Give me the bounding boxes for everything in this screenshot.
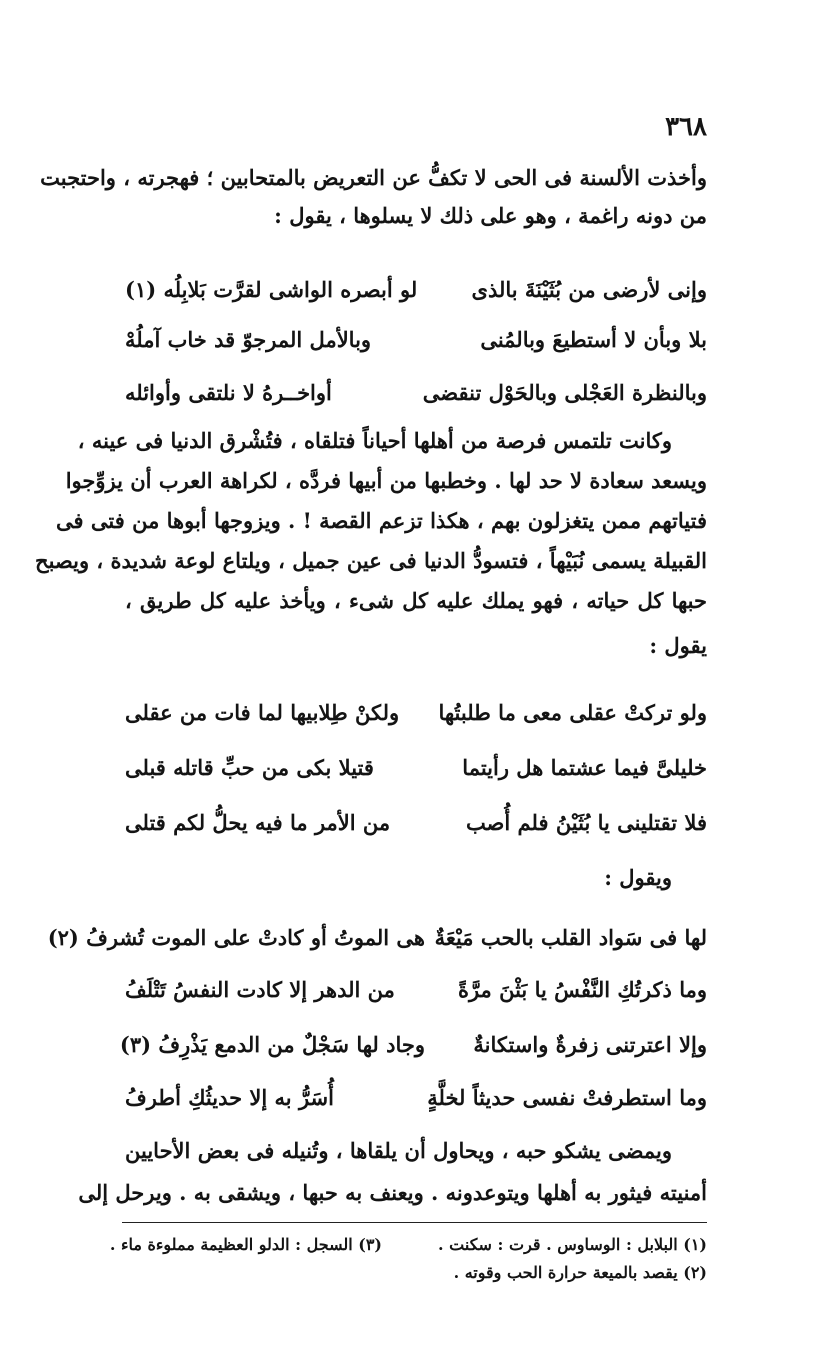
verse-second-hemistich: وجاد لها سَجْلٌ من الدمع يَذْرِفُ (٣): [119, 1032, 425, 1057]
verse-first-hemistich: وما ذكرتُكِ النَّفْسُ يا بَثْنَ مرَّةً: [457, 977, 707, 1002]
verse-second-hemistich: من الدهر إلا كادت النفسُ تَتْلَفُ: [125, 977, 395, 1002]
verse-first-hemistich: ولو تركتْ عقلى معى ما طلبتُها: [438, 700, 707, 725]
verse-second-hemistich: أواخــرهُ لا نلتقى وأوائله: [125, 380, 332, 405]
paragraph-line: فتياتهم ممن يتغزلون بهم ، هكذا تزعم القصة ! . ويزوجها أبوها من فتى فى: [56, 508, 707, 533]
verse-row: [47, 918, 707, 958]
paragraph-line: ويمضى يشكو حبه ، ويحاول أن يلقاها ، وتُنيله فى بعض الأحايين: [125, 1138, 672, 1163]
verse-first-hemistich: وإنى لأرضى من بُثَيْنَةَ بالذى: [471, 277, 707, 302]
verse-second-hemistich: ولكنْ طِلابيها لما فات من عقلى: [125, 700, 400, 725]
verse-second-hemistich: أُسَرُّ به إلا حديثُكِ أطرفُ: [125, 1085, 334, 1110]
footnote-3: (٣) السجل : الدلو العظيمة مملوءة ماء .: [109, 1235, 382, 1254]
verse-row: [119, 1025, 707, 1065]
footnote-1: (١) البلابل : الوساوس . قرت : سكنت .: [438, 1235, 707, 1254]
verse-first-hemistich: لها فى سَواد القلب بالحب مَيْعَةٌ: [434, 925, 707, 950]
verse-first-hemistich: بلا وبأن لا أستطيعَ وبالمُنى: [480, 327, 707, 352]
footnote-2: (٢) يقصد بالميعة حرارة الحب وقوته .: [453, 1263, 707, 1282]
paragraph-line: أمنيته فيثور به أهلها ويتوعدونه . ويعنف به حبها ، ويشقى به . ويرحل إلى: [78, 1180, 707, 1205]
page-number: ٣٦٨: [665, 112, 707, 142]
verse-first-hemistich: خليلىَّ فيما عشتما هل رأيتما: [462, 755, 707, 780]
verse-first-hemistich: فلا تقتلينى يا بُثَيْنُ فلم أُصب: [465, 810, 707, 835]
paragraph-line: وأخذت الألسنة فى الحى لا تكفُّ عن التعريض بالمتحابين ؛ فهجرته ، واحتجبت: [40, 165, 707, 190]
paragraph-line: حبها كل حياته ، فهو يملك عليه كل شىء ، ويأخذ عليه كل طريق ،: [125, 588, 707, 613]
verse-first-hemistich: وبالنظرة العَجْلى وبالحَوْل تنقضى: [422, 380, 707, 405]
verse-row: [125, 1078, 707, 1118]
paragraph-line: وكانت تلتمس فرصة من أهلها أحياناً فتلقاه ، فتُشْرق الدنيا فى عينه ،: [77, 428, 672, 453]
verse-row: [125, 693, 707, 733]
footnote-divider: [122, 1222, 707, 1223]
verse-row: [125, 320, 707, 360]
paragraph-line: ويقول :: [604, 865, 672, 890]
paragraph-line: من دونه راغمة ، وهو على ذلك لا يسلوها ، يقول :: [274, 203, 707, 228]
verse-second-hemistich: قتيلا بكى من حبِّ قاتله قبلى: [125, 755, 374, 780]
verse-second-hemistich: من الأمر ما فيه يحلُّ لكم قتلى: [125, 810, 391, 835]
verse-row: [125, 373, 707, 413]
verse-first-hemistich: وما استطرفتْ نفسى حديثاً لخلَّةٍ: [427, 1085, 707, 1110]
verse-second-hemistich: وبالأمل المرجوّ قد خاب آملُهْ: [125, 327, 372, 352]
verse-row: [125, 970, 707, 1010]
verse-first-hemistich: وإلا اعترتنى زفرةٌ واستكانةٌ: [473, 1032, 707, 1057]
verse-row: [125, 270, 707, 310]
paragraph-line: يقول :: [649, 633, 707, 658]
paragraph-line: القبيلة يسمى نُبَيْهاً ، فتسودُّ الدنيا فى عين جميل ، ويلتاع لوعة شديدة ، ويصبح: [35, 548, 707, 573]
verse-second-hemistich: لو أبصره الواشى لقرَّت بَلابِلُه (١): [125, 277, 418, 302]
verse-row: [125, 748, 707, 788]
verse-second-hemistich: هى الموتُ أو كادتْ على الموت تُشرفُ (٢): [47, 925, 425, 950]
verse-row: [125, 803, 707, 843]
paragraph-line: ويسعد سعادة لا حد لها . وخطبها من أبيها فردَّه ، لكراهة العرب أن يزوِّجوا: [65, 468, 707, 493]
